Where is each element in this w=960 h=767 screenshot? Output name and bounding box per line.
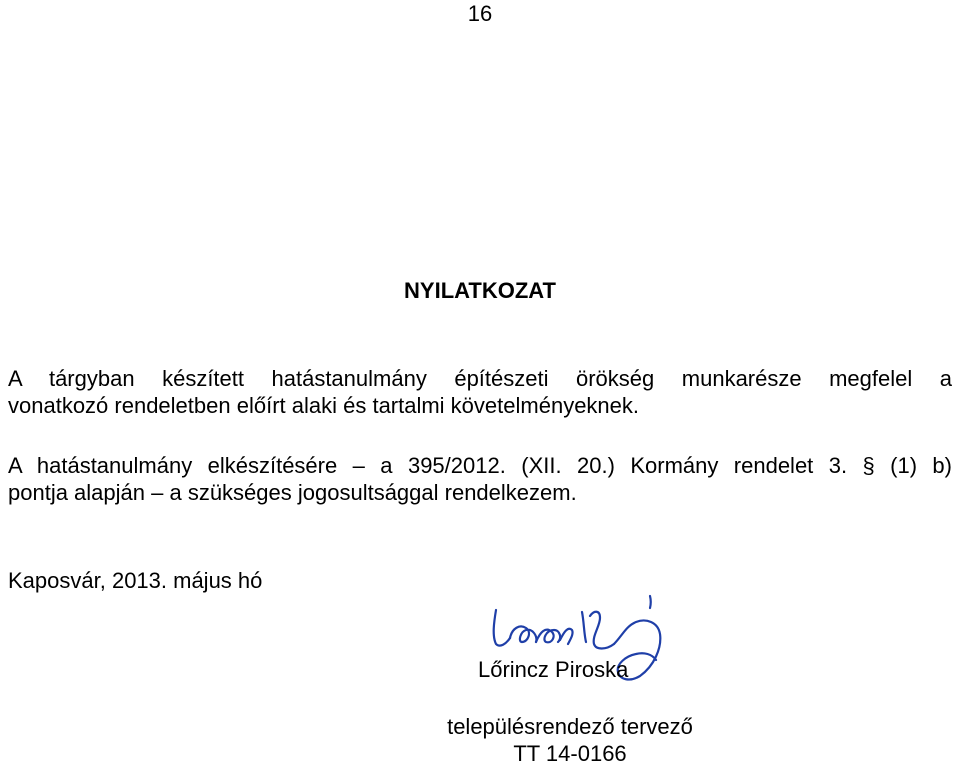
place-and-date: Kaposvár, 2013. május hó xyxy=(8,568,263,593)
signature-stroke-2 xyxy=(510,626,536,642)
signature-stroke-9 xyxy=(650,596,651,608)
signer-registration-id: TT 14-0166 xyxy=(513,741,627,766)
authorization-line-1: A hatástanulmány elkészítésére – a 395/2012. (XII. 20.) Kormány rendelet 3. § (1) b) xyxy=(8,453,952,478)
authorization-line-2: pontja alapján – a szükséges jogosultsággal rendelkezem. xyxy=(8,480,577,505)
statement-line-1: A tárgyban készített hatástanulmány építészeti örökség munkarésze megfelel a xyxy=(8,366,952,391)
signature-stroke-4 xyxy=(560,629,573,644)
signer-name: Lőrincz Piroska xyxy=(478,657,629,682)
authorization-paragraph xyxy=(8,452,952,506)
document-title: NYILATKOZAT xyxy=(404,278,556,303)
statement-paragraph xyxy=(8,365,952,419)
page-number: 16 xyxy=(467,1,493,26)
signer-role: településrendező tervező xyxy=(447,714,693,739)
signature-stroke-6 xyxy=(590,612,614,649)
signature-stroke-3 xyxy=(536,630,560,643)
signature-stroke-5 xyxy=(582,612,586,642)
signature-stroke-1 xyxy=(494,610,510,646)
statement-line-2: vonatkozó rendeletben előírt alaki és tartalmi követelményeknek. xyxy=(8,393,640,418)
